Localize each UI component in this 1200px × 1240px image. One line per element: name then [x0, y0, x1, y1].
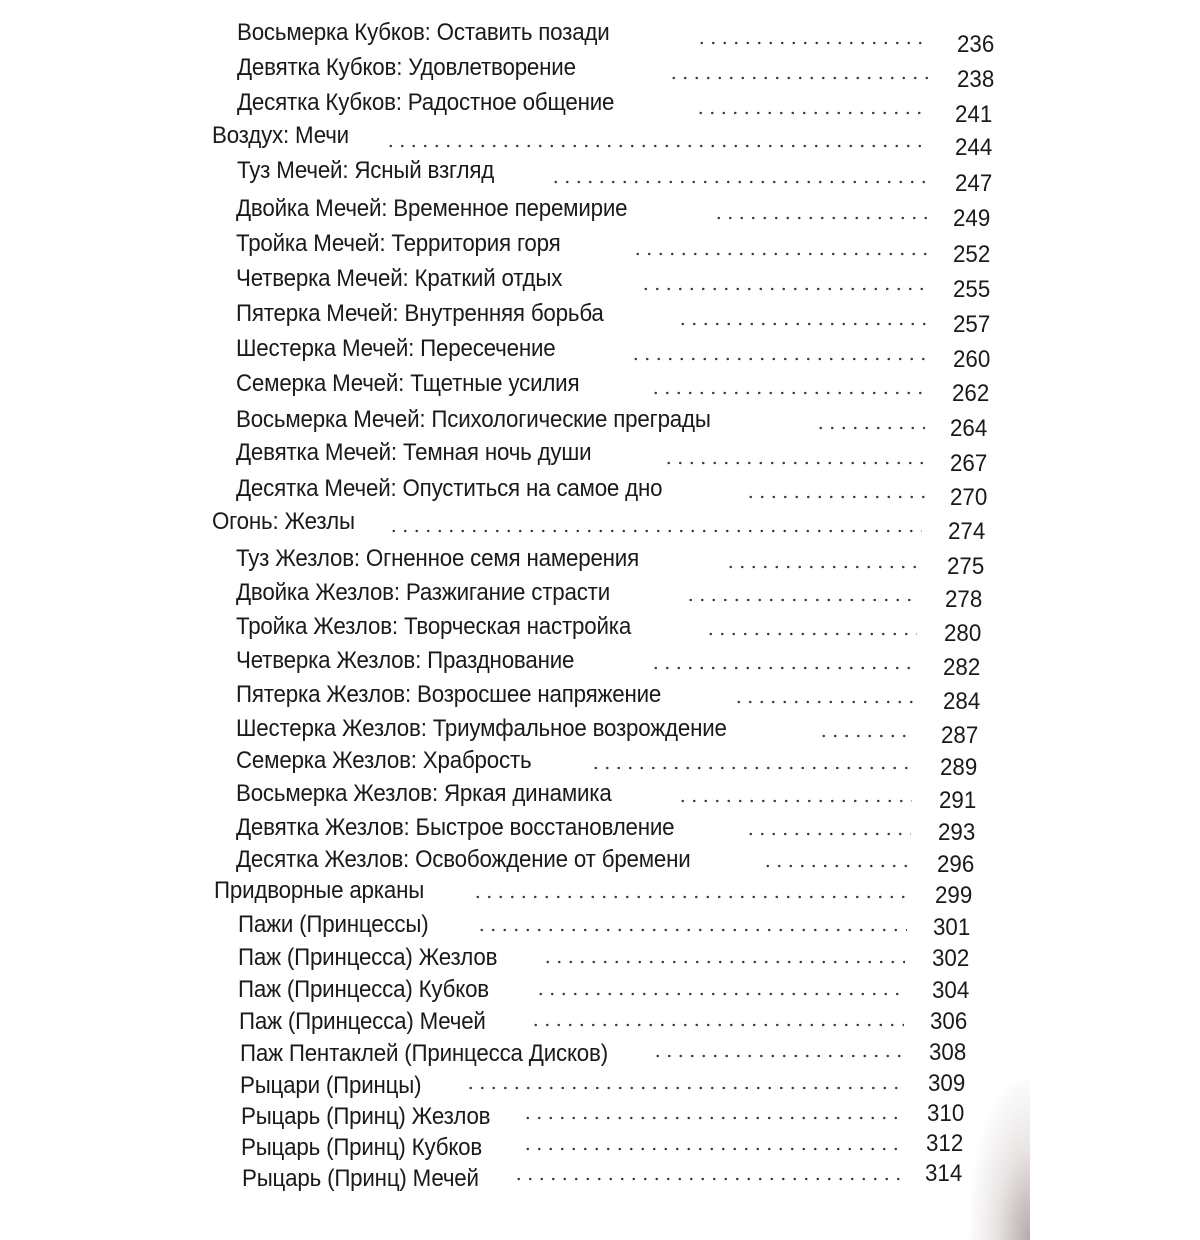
toc-entry-page-number: 278: [945, 586, 983, 613]
toc-entry-page-number: 289: [940, 754, 978, 781]
toc-entry-title: Четверка Жезлов: Празднование: [236, 647, 575, 674]
leader-dots: [677, 799, 912, 803]
leader-dots: [685, 598, 918, 602]
toc-entry-page-number: 274: [948, 518, 986, 545]
toc-entry-page-number: 304: [932, 977, 970, 1004]
leader-dots: [522, 1147, 901, 1151]
toc-entry-page-number: 314: [925, 1160, 963, 1187]
toc-entry-title: Пятерка Жезлов: Возросшее напряжение: [236, 681, 662, 708]
leader-dots: [650, 391, 925, 395]
toc-entry[interactable]: [0, 910, 1200, 944]
leader-dots: [677, 322, 928, 326]
toc-entry-page-number: 275: [947, 553, 985, 580]
toc-section-entry[interactable]: [0, 121, 1200, 161]
toc-entry-title: Рыцарь (Принц) Мечей: [242, 1165, 479, 1192]
toc-entry-page-number: 301: [933, 914, 971, 941]
toc-entry-title: Придворные арканы: [214, 877, 425, 904]
toc-entry-title: Рыцари (Принцы): [240, 1072, 422, 1099]
toc-entry-page-number: 244: [955, 134, 993, 161]
toc-entry[interactable]: [0, 646, 1200, 680]
leader-dots: [650, 666, 916, 670]
toc-entry[interactable]: [0, 53, 1200, 93]
toc-entry[interactable]: [0, 18, 1200, 58]
toc-entry[interactable]: [0, 299, 1200, 338]
toc-entry-title: Паж Пентаклей (Принцесса Дисков): [240, 1040, 608, 1067]
toc-section-entry[interactable]: [0, 876, 1200, 910]
toc-entry-title: Семерка Жезлов: Храбрость: [236, 747, 532, 774]
toc-entry[interactable]: [0, 229, 1200, 268]
toc-entry-page-number: 306: [930, 1008, 968, 1035]
toc-entry-title: Пятерка Мечей: Внутренняя борьба: [236, 300, 604, 327]
toc-entry-page-number: 296: [937, 851, 975, 878]
toc-entry[interactable]: [0, 975, 1200, 1009]
toc-entry-page-number: 249: [953, 205, 991, 232]
toc-entry[interactable]: [0, 438, 1200, 477]
leader-dots: [713, 216, 928, 220]
leader-dots: [522, 1116, 902, 1120]
leader-dots: [745, 832, 911, 836]
toc-entry[interactable]: [0, 680, 1200, 714]
leader-dots: [745, 495, 925, 499]
leader-dots: [535, 992, 905, 996]
leader-dots: [725, 565, 920, 569]
toc-entry-title: Туз Жезлов: Огненное семя намерения: [236, 545, 639, 572]
toc-entry[interactable]: [0, 194, 1200, 232]
toc-entry-page-number: 293: [938, 819, 976, 846]
toc-entry-title: Огонь: Жезлы: [212, 508, 355, 535]
toc-entry-page-number: 247: [955, 170, 993, 197]
toc-entry-page-number: 302: [932, 945, 970, 972]
toc-entry-page-number: 312: [926, 1130, 964, 1157]
toc-entry-page-number: 282: [943, 654, 981, 681]
toc-entry[interactable]: [0, 1102, 1200, 1136]
toc-entry[interactable]: [0, 943, 1200, 977]
leader-dots: [530, 1023, 904, 1027]
leader-dots: [695, 111, 928, 115]
toc-entry-title: Паж (Принцесса) Кубков: [238, 976, 489, 1003]
toc-entry-title: Рыцарь (Принц) Жезлов: [241, 1103, 491, 1130]
leader-dots: [640, 287, 928, 291]
toc-entry-page-number: 284: [943, 688, 981, 715]
toc-entry[interactable]: [0, 156, 1200, 197]
leader-dots: [652, 1054, 903, 1058]
toc-entry[interactable]: [0, 1071, 1200, 1105]
leader-dots: [465, 1086, 902, 1090]
toc-entry-title: Восьмерка Кубков: Оставить позади: [237, 19, 610, 46]
toc-entry[interactable]: [0, 264, 1200, 303]
toc-entry[interactable]: [0, 474, 1200, 511]
toc-entry-page-number: 257: [953, 311, 991, 338]
toc-entry[interactable]: [0, 88, 1200, 128]
toc-entry-page-number: 238: [957, 66, 995, 93]
toc-entry[interactable]: [0, 1039, 1200, 1073]
toc-entry[interactable]: [0, 578, 1200, 612]
toc-entry-page-number: 260: [953, 346, 991, 373]
leader-dots: [696, 41, 930, 45]
toc-entry-title: Восьмерка Мечей: Психологические преграды: [236, 406, 711, 433]
toc-entry-page-number: 291: [939, 787, 977, 814]
leader-dots: [513, 1177, 900, 1181]
toc-entry-page-number: 270: [950, 484, 988, 511]
toc-entry-title: Четверка Мечей: Краткий отдых: [236, 265, 563, 292]
toc-entry-page-number: 287: [941, 722, 979, 749]
toc-entry-page-number: 309: [928, 1070, 966, 1097]
toc-entry-title: Двойка Мечей: Временное перемирие: [236, 195, 628, 222]
toc-entry-title: Пажи (Принцессы): [238, 911, 429, 938]
toc-entry-page-number: 262: [952, 380, 990, 407]
toc-entry-page-number: 280: [944, 620, 982, 647]
leader-dots: [668, 76, 930, 80]
leader-dots: [630, 357, 928, 361]
toc-entry[interactable]: [0, 1130, 1200, 1167]
toc-entry[interactable]: [0, 334, 1200, 373]
toc-entry-title: Воздух: Мечи: [212, 122, 349, 149]
toc-entry-page-number: 236: [957, 31, 995, 58]
leader-dots: [385, 144, 928, 148]
toc-entry-title: Десятка Кубков: Радостное общение: [237, 89, 615, 116]
leader-dots: [705, 632, 917, 636]
toc-entry-title: Паж (Принцесса) Мечей: [239, 1008, 486, 1035]
leader-dots: [388, 529, 922, 533]
leader-dots: [542, 960, 905, 964]
toc-entry-page-number: 310: [927, 1100, 965, 1127]
toc-entry-page-number: 308: [929, 1039, 967, 1066]
leader-dots: [733, 700, 916, 704]
toc-entry-title: Тройка Жезлов: Творческая настройка: [236, 613, 632, 640]
toc-entry-title: Девятка Жезлов: Быстрое восстановление: [236, 814, 675, 841]
toc-entry-title: Тройка Мечей: Территория горя: [236, 230, 561, 257]
toc-entry-page-number: 267: [950, 450, 988, 477]
toc-entry-title: Девятка Кубков: Удовлетворение: [237, 54, 576, 81]
toc-entry-title: Семерка Мечей: Тщетные усилия: [236, 370, 580, 397]
toc-entry[interactable]: [0, 779, 1200, 813]
leader-dots: [663, 461, 925, 465]
toc-entry-page-number: 252: [953, 241, 991, 268]
toc-entry[interactable]: [0, 544, 1200, 578]
toc-entry[interactable]: [0, 714, 1200, 748]
toc-entry-title: Девятка Мечей: Темная ночь души: [236, 439, 592, 466]
toc-entry-title: Паж (Принцесса) Жезлов: [238, 944, 498, 971]
toc-entry-title: Двойка Жезлов: Разжигание страсти: [236, 579, 611, 606]
toc-entry-title: Восьмерка Жезлов: Яркая динамика: [236, 780, 612, 807]
toc-entry[interactable]: [0, 1160, 1200, 1198]
toc-entry-page-number: 241: [955, 101, 993, 128]
toc-entry[interactable]: [0, 813, 1200, 847]
toc-entry-page-number: 255: [953, 276, 991, 303]
leader-dots: [818, 734, 914, 738]
toc-entry-title: Рыцарь (Принц) Кубков: [241, 1134, 483, 1161]
leader-dots: [632, 252, 928, 256]
toc-entry-title: Десятка Мечей: Опуститься на самое дно: [236, 475, 663, 502]
leader-dots: [550, 180, 928, 184]
toc-entry[interactable]: [0, 1007, 1200, 1041]
toc-entry[interactable]: [0, 845, 1200, 879]
toc-entry[interactable]: [0, 612, 1200, 646]
leader-dots: [476, 928, 907, 932]
leader-dots: [762, 864, 910, 868]
toc-entry-title: Шестерка Мечей: Пересечение: [236, 335, 556, 362]
toc-entry-title: Десятка Жезлов: Освобождение от бремени: [236, 846, 691, 873]
toc-entry-page-number: 264: [950, 415, 988, 442]
toc-entry[interactable]: [0, 369, 1200, 407]
toc-entry[interactable]: [0, 405, 1200, 442]
leader-dots: [472, 895, 908, 899]
leader-dots: [815, 426, 925, 430]
toc-entry-title: Туз Мечей: Ясный взгляд: [237, 157, 495, 184]
toc-entry-title: Шестерка Жезлов: Триумфальное возрождение: [236, 715, 727, 742]
leader-dots: [590, 766, 913, 770]
toc-section-entry[interactable]: [0, 507, 1200, 545]
toc-entry-page-number: 299: [935, 882, 973, 909]
toc-entry[interactable]: [0, 746, 1200, 780]
